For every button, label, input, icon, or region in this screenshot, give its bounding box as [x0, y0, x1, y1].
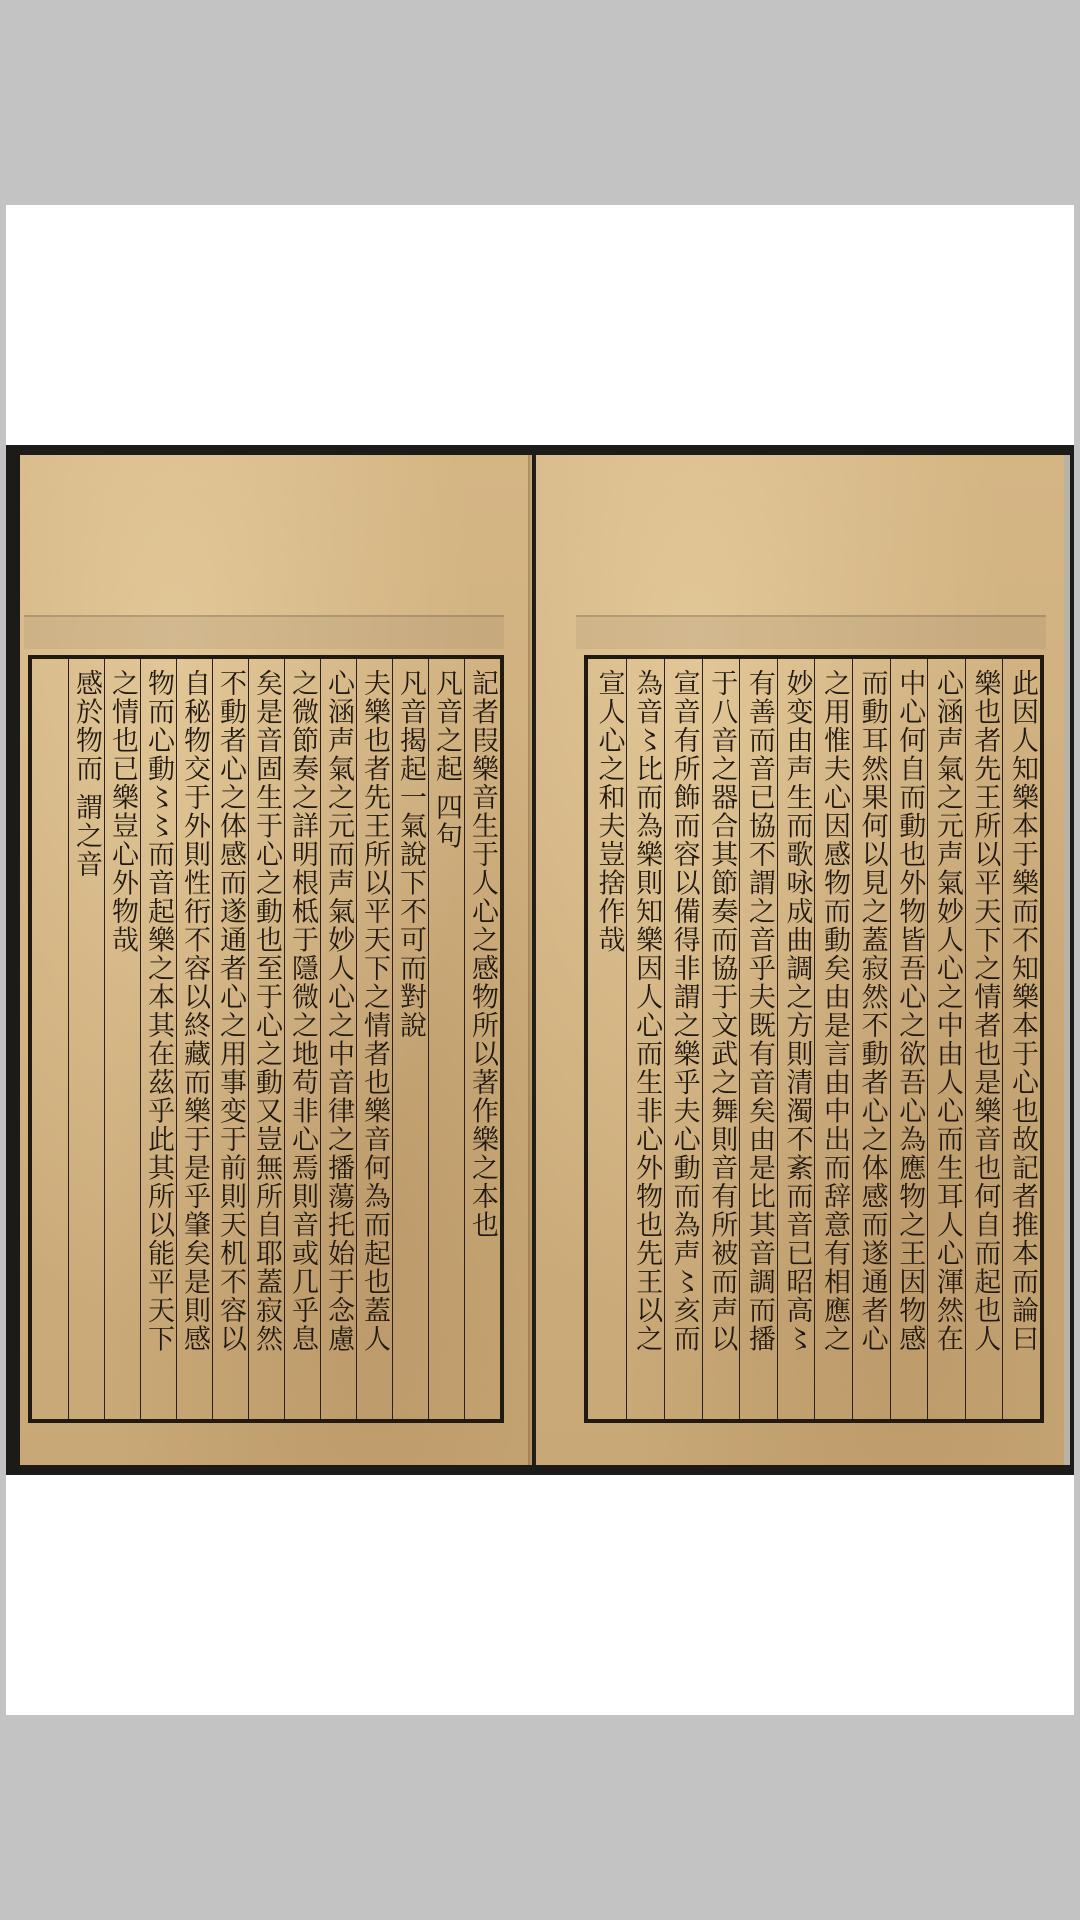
- book-scan: [6, 445, 1074, 1475]
- right-page-text-frame: [584, 655, 1044, 1423]
- right-page-top-band: [576, 615, 1046, 649]
- text-column: 此因人知樂本于樂而不知樂本于心也故記者推本而論曰: [1002, 659, 1040, 1419]
- text-column: 為音〻比而為樂則知樂因人心而生非心外物也先王以之: [626, 659, 664, 1419]
- text-column: 而動耳然果何以見之蓋寂然不動者心之体感而遂通者心: [852, 659, 890, 1419]
- text-column: 感於物而 謂之音: [68, 659, 104, 1419]
- right-page: [536, 455, 1070, 1465]
- text-column: 夫樂也者先王所以平天下之情者也樂音何為而起也蓋人: [356, 659, 392, 1419]
- text-column: 宣音有所飾而容以備得非謂之樂乎夫心動而為声〻亥而: [664, 659, 702, 1419]
- text-column: 宣人心之和夫豈捨作哉: [593, 669, 625, 954]
- text-column: 有善而音已協不謂之音乎夫既有音矣由是比其音調而播: [739, 659, 777, 1419]
- text-column: 不動者心之体感而遂通者心之用事变于前則天机不容以: [212, 659, 248, 1419]
- text-column: 凡音揭起一氣說下不可而對說: [392, 659, 428, 1419]
- text-column: 記者叚樂音生于人心之感物所以著作樂之本也: [464, 659, 500, 1419]
- text-column: 于八音之器合其節奏而協于文武之舞則音有所被而声以: [702, 659, 740, 1419]
- text-column: 心涵声氣之元声氣妙人心之中由人心而生耳人心渾然在: [927, 659, 965, 1419]
- text-column: 物而心動〻〻而音起樂之本其在茲乎此其所以能平天下: [140, 659, 176, 1419]
- text-column: 自秘物交于外則性衎不容以終藏而樂于是乎肇矣是則感: [176, 659, 212, 1419]
- text-column: 樂也者先王所以平天下之情者也是樂音也何自而起也人: [965, 659, 1003, 1419]
- image-viewer: [6, 205, 1074, 1715]
- left-page-top-band: [24, 615, 504, 649]
- section-heading: 凡音之起 四句: [428, 659, 464, 1419]
- left-page: [20, 455, 532, 1465]
- text-column: 之情也已樂豈心外物哉: [104, 659, 140, 1419]
- text-column: 中心何自而動也外物皆吾心之欲吾心為應物之王因物感: [890, 659, 928, 1419]
- text-column: 之用惟夫心因感物而動矣由是言由中出而辞意有相應之: [814, 659, 852, 1419]
- text-column: [32, 659, 68, 1419]
- left-page-text-frame: [28, 655, 504, 1423]
- text-column: 之微節奏之詳明根柢于隱微之地苟非心焉則音或几乎息: [284, 659, 320, 1419]
- text-column: 矣是音固生于心之動也至于心之動又豈無所自耶蓋寂然: [248, 659, 284, 1419]
- text-column: 妙变由声生而歌咏成曲調之方則清濁不紊而音已昭高〻: [777, 659, 815, 1419]
- text-column: 心涵声氣之元而声氣妙人心之中音律之播蕩托始于念慮: [320, 659, 356, 1419]
